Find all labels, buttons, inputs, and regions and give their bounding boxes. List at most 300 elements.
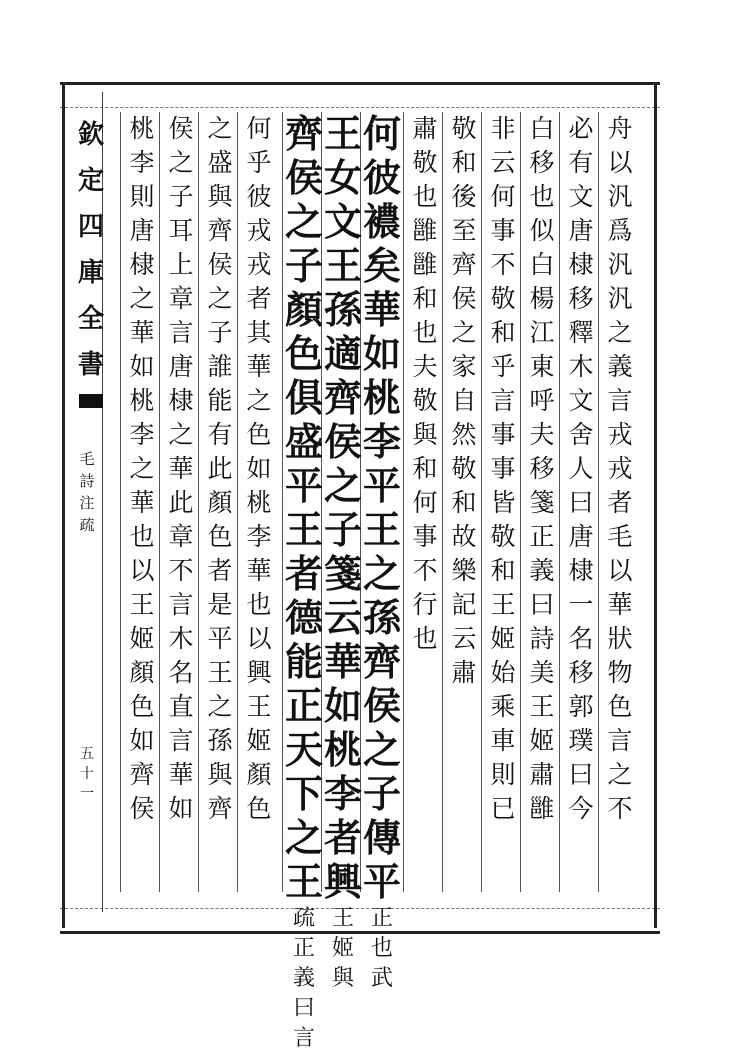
column-char: 義	[529, 556, 555, 585]
column-char: 戎	[246, 250, 272, 279]
column-char: 和	[412, 454, 438, 483]
column-char: 詩	[529, 624, 555, 653]
column-char: 毛	[607, 522, 633, 551]
column-char: 其	[246, 318, 272, 347]
column-char: 曰	[292, 996, 315, 1021]
column-char: 如	[168, 794, 194, 823]
column-char: 呼	[529, 386, 555, 415]
column-char: 李	[246, 522, 272, 551]
column-char: 狀	[607, 624, 633, 653]
column-char: 桃	[129, 114, 155, 143]
column-char: 敬	[490, 284, 516, 313]
column-char: 言	[292, 1026, 315, 1051]
column-char: 者	[207, 556, 233, 585]
column-char: 云	[451, 624, 477, 653]
column-char: 行	[412, 590, 438, 619]
column-char: 桃	[246, 488, 272, 517]
column-divider	[120, 112, 121, 892]
column-char: 之	[284, 815, 323, 860]
column-char: 何	[412, 488, 438, 517]
column-char: 王	[529, 692, 555, 721]
column-char: 舟	[607, 114, 633, 143]
column-char: 敬	[412, 148, 438, 177]
column-char: 一	[568, 590, 594, 619]
frame-right-border	[654, 84, 657, 928]
column-char: 顏	[284, 287, 323, 332]
text-column	[161, 112, 201, 826]
column-char: 事	[490, 420, 516, 449]
column-char: 侯	[207, 250, 233, 279]
column-char: 者	[323, 815, 362, 860]
column-char: 云	[490, 148, 516, 177]
column-char: 有	[207, 420, 233, 449]
column-char: 曰	[529, 590, 555, 619]
column-char: 記	[451, 590, 477, 619]
column-char: 正	[292, 936, 315, 961]
column-char: 始	[490, 658, 516, 687]
column-char: 齊	[129, 760, 155, 789]
column-char: 李	[129, 148, 155, 177]
column-char: 侯	[451, 284, 477, 313]
column-char: 孫	[207, 726, 233, 755]
column-char: 移	[529, 454, 555, 483]
column-char: 是	[207, 590, 233, 619]
column-char: 侯	[284, 155, 323, 200]
column-char: 肅	[451, 658, 477, 687]
column-char: 至	[451, 216, 477, 245]
text-column	[239, 112, 279, 826]
column-char: 釋	[568, 318, 594, 347]
column-char: 已	[490, 794, 516, 823]
column-char: 者	[607, 488, 633, 517]
column-char: 與	[331, 966, 354, 991]
column-char: 華	[323, 639, 362, 684]
column-char: 王	[362, 507, 401, 552]
column-char: 侯	[323, 419, 362, 464]
column-char: 顏	[129, 658, 155, 687]
column-char: 盛	[284, 419, 323, 464]
column-char: 彼	[246, 182, 272, 211]
column-char: 能	[207, 386, 233, 415]
column-char: 璞	[568, 726, 594, 755]
column-char: 上	[168, 250, 194, 279]
column-char: 言	[490, 386, 516, 415]
frame-left-border	[62, 84, 65, 928]
column-char: 文	[568, 386, 594, 415]
column-char: 戎	[607, 454, 633, 483]
column-char: 華	[362, 287, 401, 332]
column-char: 言	[607, 386, 633, 415]
margin-page-char: 一	[80, 786, 94, 802]
column-char: 汎	[607, 250, 633, 279]
column-char: 也	[129, 522, 155, 551]
column-char: 之	[207, 284, 233, 313]
column-char: 顏	[246, 760, 272, 789]
column-char: 矣	[362, 243, 401, 288]
column-char: 齊	[207, 216, 233, 245]
column-char: 和	[451, 488, 477, 517]
column-char: 王	[331, 906, 354, 931]
column-char: 之	[207, 692, 233, 721]
column-char: 之	[607, 318, 633, 347]
column-char: 王	[323, 243, 362, 288]
column-char: 木	[568, 352, 594, 381]
column-char: 女	[323, 155, 362, 200]
column-char: 言	[168, 590, 194, 619]
column-char: 以	[129, 556, 155, 585]
column-char: 如	[129, 352, 155, 381]
spine-title-char: 書	[77, 350, 104, 380]
column-char: 與	[207, 760, 233, 789]
column-char: 侯	[129, 794, 155, 823]
text-column	[362, 112, 402, 994]
column-char: 乘	[490, 692, 516, 721]
column-char: 曰	[568, 488, 594, 517]
column-char: 汎	[607, 284, 633, 313]
column-char: 者	[246, 284, 272, 313]
column-char: 德	[284, 595, 323, 640]
column-char: 王	[284, 859, 323, 904]
column-char: 孫	[362, 595, 401, 640]
column-char: 和	[412, 284, 438, 313]
column-char: 移	[529, 148, 555, 177]
column-char: 如	[362, 331, 401, 376]
column-char: 楊	[529, 284, 555, 313]
column-char: 華	[607, 590, 633, 619]
column-char: 之	[129, 284, 155, 313]
column-char: 唐	[568, 522, 594, 551]
column-char: 李	[323, 771, 362, 816]
column-char: 敬	[412, 386, 438, 415]
column-char: 也	[370, 936, 393, 961]
column-char: 平	[284, 463, 323, 508]
margin-title-char: 毛	[79, 450, 95, 468]
column-char: 不	[412, 556, 438, 585]
column-char: 夫	[412, 352, 438, 381]
column-char: 家	[451, 352, 477, 381]
column-char: 王	[490, 590, 516, 619]
margin-title-char: 注	[79, 494, 95, 512]
column-char: 敬	[451, 114, 477, 143]
column-char: 必	[568, 114, 594, 143]
column-char: 章	[168, 284, 194, 313]
column-char: 東	[529, 352, 555, 381]
column-char: 義	[607, 352, 633, 381]
column-char: 子	[207, 318, 233, 347]
column-char: 之	[607, 760, 633, 789]
column-char: 武	[370, 966, 393, 991]
column-char: 雝	[529, 794, 555, 823]
text-column	[444, 112, 484, 690]
column-char: 色	[607, 692, 633, 721]
frame-top-border	[60, 82, 660, 108]
column-char: 華	[246, 556, 272, 585]
column-char: 也	[246, 590, 272, 619]
column-char: 言	[607, 726, 633, 755]
column-char: 如	[323, 683, 362, 728]
column-char: 誰	[207, 352, 233, 381]
text-column	[284, 112, 324, 1054]
text-column	[323, 112, 363, 994]
column-char: 章	[168, 522, 194, 551]
column-char: 之	[362, 727, 401, 772]
column-char: 敬	[490, 522, 516, 551]
column-char: 平	[362, 463, 401, 508]
column-char: 適	[323, 331, 362, 376]
column-char: 天	[284, 727, 323, 772]
column-char: 以	[607, 556, 633, 585]
column-char: 此	[168, 488, 194, 517]
column-char: 華	[168, 760, 194, 789]
column-char: 華	[129, 488, 155, 517]
column-char: 之	[323, 463, 362, 508]
column-char: 華	[129, 318, 155, 347]
column-char: 棣	[168, 386, 194, 415]
column-char: 姬	[331, 936, 354, 961]
column-char: 之	[246, 386, 272, 415]
column-char: 王	[129, 590, 155, 619]
column-char: 王	[323, 111, 362, 156]
column-char: 事	[412, 522, 438, 551]
spine-title-char: 四	[77, 212, 104, 242]
column-char: 彼	[362, 155, 401, 200]
column-char: 今	[568, 794, 594, 823]
column-char: 箋	[323, 551, 362, 596]
text-column	[600, 112, 640, 826]
column-char: 唐	[129, 216, 155, 245]
column-char: 移	[568, 658, 594, 687]
column-char: 以	[607, 148, 633, 177]
column-char: 事	[490, 454, 516, 483]
margin-page-char: 十	[80, 766, 94, 782]
column-char: 之	[168, 148, 194, 177]
column-char: 襛	[362, 199, 401, 244]
column-char: 盛	[207, 148, 233, 177]
column-char: 侯	[168, 114, 194, 143]
column-char: 王	[246, 692, 272, 721]
column-char: 文	[568, 182, 594, 211]
column-char: 和	[490, 556, 516, 585]
column-char: 李	[362, 419, 401, 464]
column-char: 名	[568, 624, 594, 653]
column-char: 人	[568, 454, 594, 483]
column-char: 舍	[568, 420, 594, 449]
column-char: 色	[129, 692, 155, 721]
text-column	[405, 112, 445, 656]
column-char: 不	[490, 250, 516, 279]
column-char: 能	[284, 639, 323, 684]
column-char: 李	[129, 420, 155, 449]
column-char: 戎	[246, 216, 272, 245]
column-char: 乎	[246, 148, 272, 177]
column-char: 戎	[607, 420, 633, 449]
column-char: 桃	[323, 727, 362, 772]
column-char: 如	[129, 726, 155, 755]
text-column	[200, 112, 240, 826]
column-char: 箋	[529, 488, 555, 517]
column-char: 齊	[323, 375, 362, 420]
column-char: 姬	[529, 726, 555, 755]
spine-title-char: 定	[77, 166, 104, 196]
column-divider	[403, 112, 404, 892]
column-char: 棣	[568, 556, 594, 585]
column-char: 子	[362, 771, 401, 816]
column-char: 也	[412, 624, 438, 653]
column-char: 耳	[168, 216, 194, 245]
column-char: 何	[246, 114, 272, 143]
column-char: 似	[529, 216, 555, 245]
column-char: 雝	[412, 216, 438, 245]
column-char: 樂	[451, 556, 477, 585]
column-char: 姬	[490, 624, 516, 653]
text-column	[522, 112, 562, 826]
column-char: 美	[529, 658, 555, 687]
column-char: 車	[490, 726, 516, 755]
column-char: 汎	[607, 182, 633, 211]
column-char: 曰	[568, 760, 594, 789]
column-char: 言	[168, 318, 194, 347]
column-char: 木	[168, 624, 194, 653]
column-char: 直	[168, 692, 194, 721]
column-char: 正	[529, 522, 555, 551]
column-char: 俱	[284, 375, 323, 420]
margin-title-char: 疏	[79, 516, 95, 534]
column-char: 齊	[451, 250, 477, 279]
column-char: 正	[284, 683, 323, 728]
column-char: 子	[323, 507, 362, 552]
column-divider	[282, 112, 283, 892]
column-char: 白	[529, 114, 555, 143]
text-column	[483, 112, 523, 826]
column-char: 興	[246, 658, 272, 687]
column-char: 色	[207, 522, 233, 551]
column-char: 何	[490, 182, 516, 211]
column-char: 色	[246, 420, 272, 449]
column-char: 則	[490, 760, 516, 789]
column-char: 平	[207, 624, 233, 653]
column-char: 郭	[568, 692, 594, 721]
column-char: 之	[207, 114, 233, 143]
column-char: 齊	[284, 111, 323, 156]
column-char: 姬	[129, 624, 155, 653]
text-column	[122, 112, 162, 826]
spine-title-char: 庫	[77, 258, 104, 288]
column-char: 棣	[129, 250, 155, 279]
margin-book-title	[77, 448, 97, 536]
column-char: 何	[362, 111, 401, 156]
column-char: 江	[529, 318, 555, 347]
column-char: 孫	[323, 287, 362, 332]
column-char: 色	[246, 794, 272, 823]
spine-black-mark	[79, 394, 103, 408]
column-char: 唐	[168, 352, 194, 381]
column-char: 肅	[412, 114, 438, 143]
column-char: 後	[451, 182, 477, 211]
column-char: 故	[451, 522, 477, 551]
column-char: 和	[451, 148, 477, 177]
spine-title-char: 全	[77, 304, 104, 334]
column-char: 棣	[568, 250, 594, 279]
column-char: 齊	[207, 794, 233, 823]
column-char: 名	[168, 658, 194, 687]
column-char: 姬	[246, 726, 272, 755]
column-char: 桃	[362, 375, 401, 420]
column-char: 肅	[529, 760, 555, 789]
column-char: 之	[362, 551, 401, 596]
column-char: 傳	[362, 815, 401, 860]
column-char: 也	[412, 318, 438, 347]
column-char: 皆	[490, 488, 516, 517]
column-char: 此	[207, 454, 233, 483]
column-char: 敬	[451, 454, 477, 483]
column-char: 如	[246, 454, 272, 483]
column-char: 色	[284, 331, 323, 376]
margin-page-char: 五	[80, 746, 94, 762]
column-char: 正	[370, 906, 393, 931]
spine-title-char: 欽	[77, 120, 104, 150]
column-char: 與	[207, 182, 233, 211]
column-char: 華	[246, 352, 272, 381]
column-char: 物	[607, 658, 633, 687]
column-char: 子	[168, 182, 194, 211]
column-char: 興	[323, 859, 362, 904]
column-char: 事	[490, 216, 516, 245]
column-char: 不	[607, 794, 633, 823]
column-char: 平	[362, 859, 401, 904]
column-char: 王	[207, 658, 233, 687]
column-char: 和	[490, 318, 516, 347]
column-char: 王	[284, 507, 323, 552]
text-column	[561, 112, 601, 826]
column-char: 雝	[412, 250, 438, 279]
column-char: 華	[168, 454, 194, 483]
column-char: 顏	[207, 488, 233, 517]
column-char: 云	[323, 595, 362, 640]
column-char: 非	[490, 114, 516, 143]
column-char: 則	[129, 182, 155, 211]
column-char: 有	[568, 148, 594, 177]
column-char: 齊	[362, 639, 401, 684]
column-char: 白	[529, 250, 555, 279]
column-char: 桃	[129, 386, 155, 415]
column-char: 自	[451, 386, 477, 415]
column-char: 下	[284, 771, 323, 816]
column-char: 言	[168, 726, 194, 755]
column-char: 侯	[362, 683, 401, 728]
column-char: 移	[568, 284, 594, 313]
column-char: 之	[284, 199, 323, 244]
column-char: 爲	[607, 216, 633, 245]
column-char: 以	[246, 624, 272, 653]
column-char: 也	[412, 182, 438, 211]
column-char: 不	[168, 556, 194, 585]
column-char: 夫	[529, 420, 555, 449]
column-char: 唐	[568, 216, 594, 245]
column-char: 文	[323, 199, 362, 244]
column-char: 子	[284, 243, 323, 288]
column-char: 也	[529, 182, 555, 211]
column-char: 乎	[490, 352, 516, 381]
column-char: 疏	[292, 906, 315, 931]
margin-page-number	[77, 744, 97, 804]
column-char: 義	[292, 966, 315, 991]
column-char: 然	[451, 420, 477, 449]
spine-title	[76, 112, 106, 408]
column-char: 之	[451, 318, 477, 347]
column-char: 者	[284, 551, 323, 596]
column-char: 之	[168, 420, 194, 449]
column-char: 之	[129, 454, 155, 483]
